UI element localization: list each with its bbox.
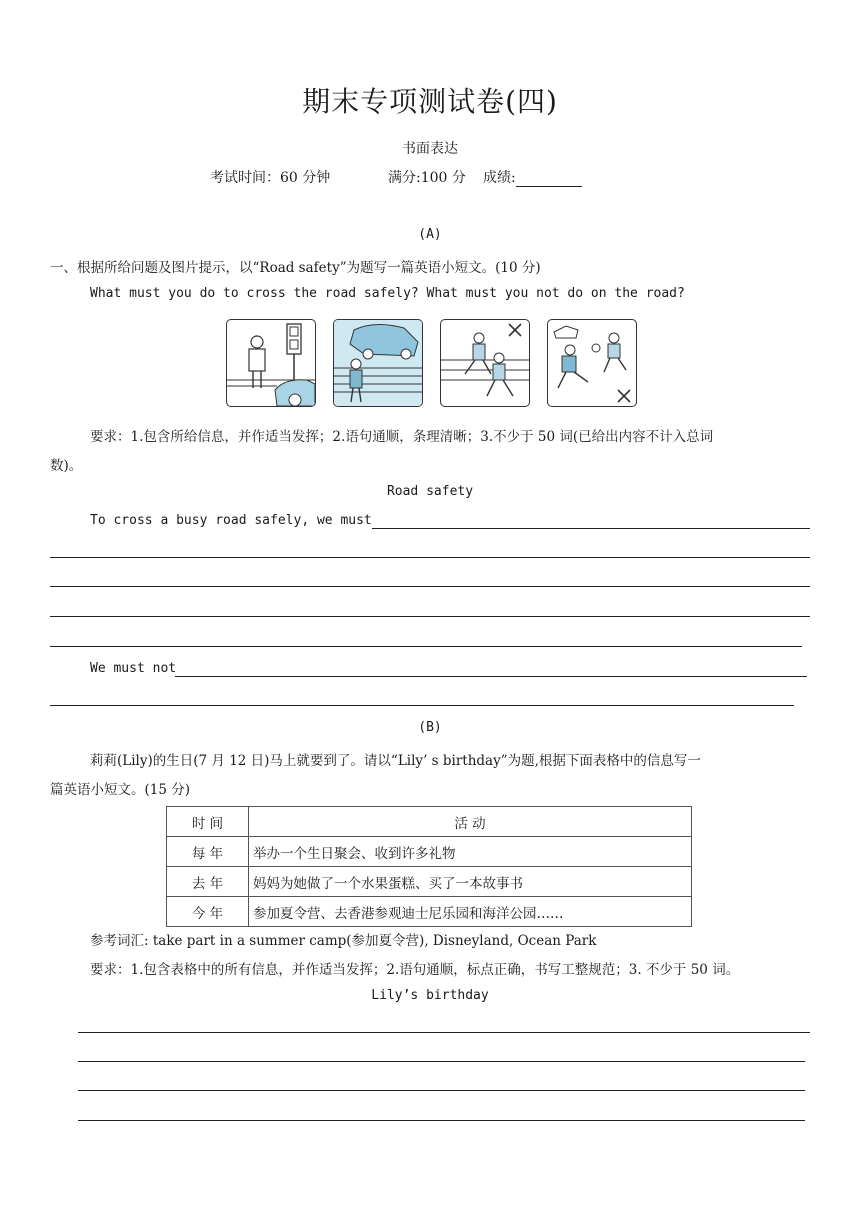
answer-line[interactable] [175,676,807,677]
part-b-requirement: 要求：1.包含表格中的所有信息，并作适当发挥；2.语句通顺，标点正确，书写工整规范；3. 不少于 50 词。 [90,962,740,978]
activity-table [166,806,692,927]
table-header-time: 时 间 [167,807,249,837]
part-b-prompt: 莉莉(Lily)的生日(7 月 12 日)马上就要到了。请以“Lily’ s birthday”为题,根据下面表格中的信息写一 [90,753,701,769]
score-label: 成绩: [483,170,516,186]
table-cell-time: 今 年 [167,897,249,927]
reference-vocabulary: 参考词汇: take part in a summer camp(参加夏令营), Disneyland, Ocean Park [90,933,597,949]
table-cell-activity: 举办一个生日聚会、收到许多礼物 [249,837,692,867]
part-a-instruction: 一、根据所给问题及图片提示，以“Road safety”为题写一篇英语小短文。(10 分) [50,260,541,276]
full-score: 满分:100 分 [388,170,466,186]
exam-time: 考试时间：60 分钟 [210,170,331,186]
score-field [483,167,582,187]
answer-line[interactable] [78,1032,810,1033]
traffic-light-crossing-picture [226,319,316,407]
answer-line[interactable] [50,586,810,587]
part-a-question: What must you do to cross the road safely? What must you not do on the road? [90,286,685,301]
table-cell-time: 去 年 [167,867,249,897]
running-across-road-picture [440,319,530,407]
table-header-row [167,807,692,837]
part-a-label: (A) [418,227,442,242]
table-header-activity: 活 动 [249,807,692,837]
part-a-requirement: 要求：1.包含所给信息，并作适当发挥；2.语句通顺，条理清晰；3.不少于 50 词(已给出内容不计入总词 [90,429,714,445]
playing-football-on-road-picture [547,319,637,407]
answer-line[interactable] [78,1120,805,1121]
answer-line[interactable] [78,1090,805,1091]
table-cell-activity: 妈妈为她做了一个水果蛋糕、买了一本故事书 [249,867,692,897]
part-a-requirement-cont: 数)。 [50,458,83,474]
essay-title-road-safety: Road safety [386,484,474,499]
starter-sentence-must: To cross a busy road safely, we must [90,513,372,528]
table-cell-time: 每 年 [167,837,249,867]
answer-line[interactable] [50,616,810,617]
answer-line[interactable] [372,528,810,529]
answer-line[interactable] [50,646,802,647]
zebra-crossing-picture [333,319,423,407]
essay-title-lilys-birthday: Lily’s birthday [371,988,489,1003]
table-row [167,837,692,867]
page-subtitle: 书面表达 [402,141,458,157]
part-b-label: (B) [418,720,442,735]
answer-line[interactable] [50,705,794,706]
table-cell-activity: 参加夏令营、去香港参观迪士尼乐园和海洋公园…… [249,897,692,927]
table-row [167,867,692,897]
answer-line[interactable] [78,1061,805,1062]
answer-line[interactable] [50,557,810,558]
page-title: 期末专项测试卷(四) [302,85,558,118]
score-blank[interactable] [516,172,582,187]
part-b-prompt-cont: 篇英语小短文。(15 分) [50,782,191,798]
table-row [167,897,692,927]
starter-sentence-must-not: We must not [90,661,177,676]
